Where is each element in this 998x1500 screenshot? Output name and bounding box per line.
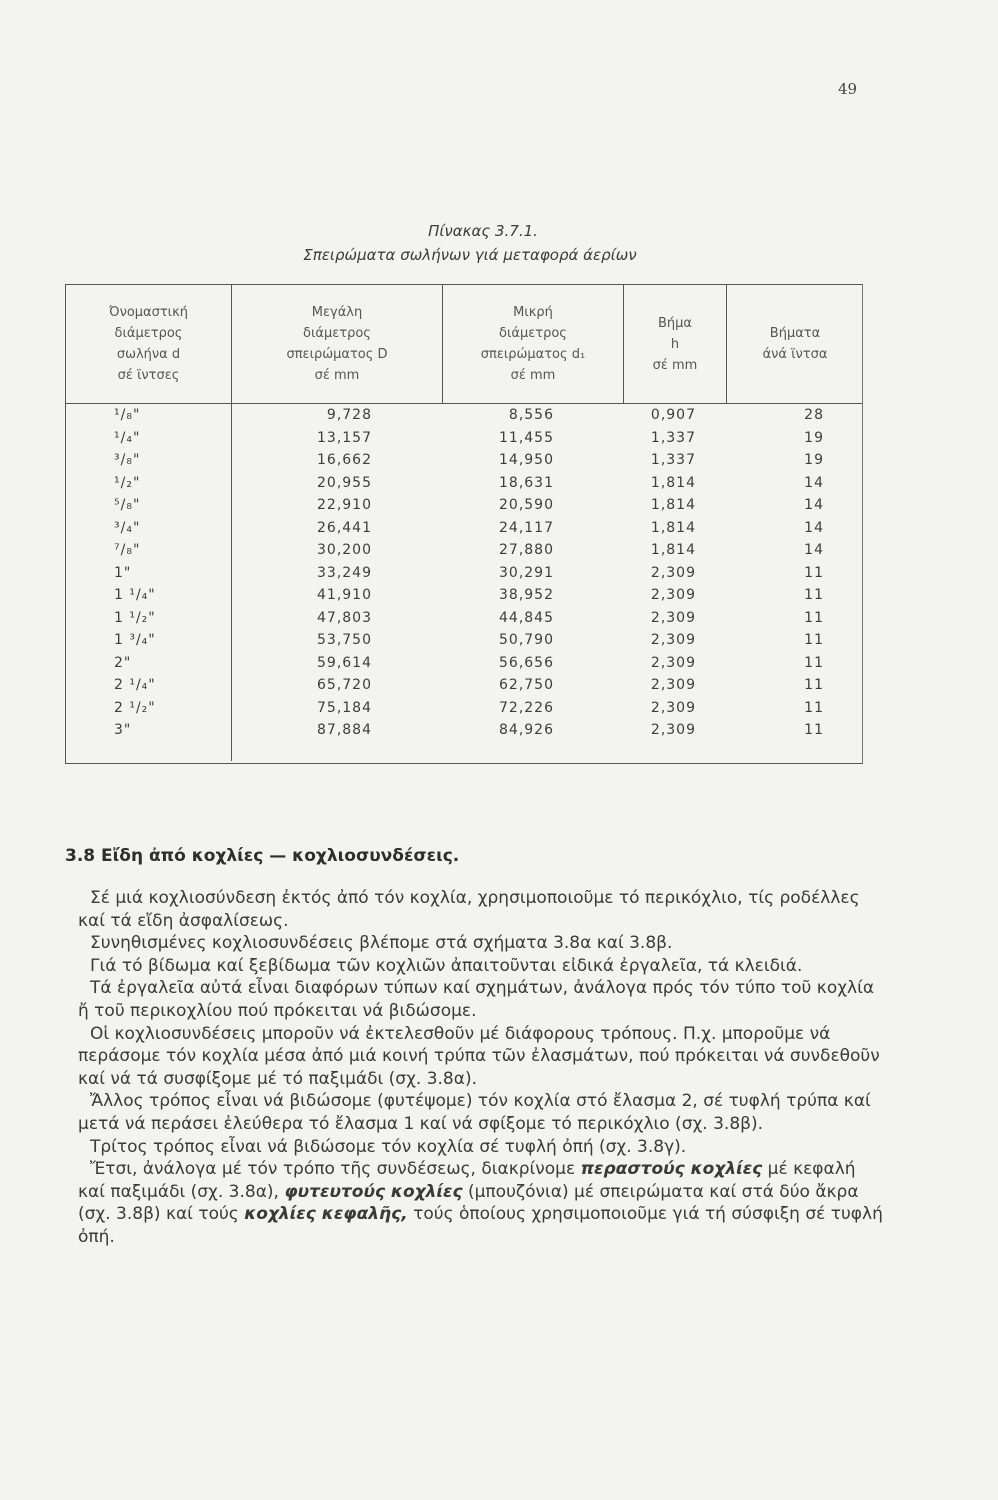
threads-per-inch-cell: 14 [804, 497, 824, 513]
table-row [66, 475, 862, 497]
minor-diameter-cell: 44,845 [499, 609, 554, 626]
pitch-cell: 1,337 [650, 452, 696, 468]
nominal-size-cell: ¹/₈" [114, 407, 141, 423]
minor-diameter-cell: 27,880 [499, 542, 554, 558]
term-through-bolts: περαστούς κοχλίες [580, 1159, 763, 1180]
nominal-size-cell: ⁷/₈" [114, 542, 141, 558]
major-diameter-cell: 41,910 [317, 587, 372, 603]
nominal-size-cell: 1 ¹/₂" [114, 609, 156, 626]
threads-per-inch-cell: 11 [804, 564, 824, 581]
table-row [66, 520, 862, 542]
threads-per-inch-cell: 19 [804, 452, 824, 468]
pitch-cell: 2,309 [650, 654, 696, 671]
minor-diameter-cell: 50,790 [499, 632, 554, 648]
paragraph: Ἄλλος τρόπος εἶναι νά βιδώσομε (φυτέψομε) τόν κοχλία στό ἔλασμα 2, σέ τυφλή τρύπα καί μετά νά περάσει ἐλεύθερα τό ἔλασμα 1 καί νά σφίξομε τό περικόχλιο (σχ. 3.8β). [78, 1091, 871, 1134]
table-header-row [66, 285, 862, 404]
pitch-cell: 1,337 [650, 429, 696, 446]
table-row [66, 700, 862, 722]
major-diameter-cell: 13,157 [317, 429, 372, 446]
table-caption-number: Πίνακας 3.7.1. [428, 222, 538, 240]
page-number: 49 [838, 80, 858, 98]
major-diameter-cell: 9,728 [326, 407, 372, 423]
paragraph: Τρίτος τρόπος εἶναι νά βιδώσομε τόν κοχλία σέ τυφλή ὀπή (σχ. 3.8γ). [90, 1136, 687, 1157]
section-heading: 3.8 Εἴδη ἀπό κοχλίες — κοχλιοσυνδέσεις. [65, 846, 460, 866]
threads-per-inch-cell: 11 [804, 654, 824, 671]
table-caption [260, 222, 680, 264]
nominal-size-cell: ⁵/₈" [114, 497, 141, 513]
column-divider [726, 285, 727, 403]
pitch-cell: 2,309 [650, 699, 696, 716]
minor-diameter-cell: 20,590 [499, 497, 554, 513]
nominal-size-cell: 2" [114, 654, 132, 671]
nominal-size-cell: 2 ¹/₄" [114, 677, 156, 693]
nominal-size-cell: 1 ³/₄" [114, 632, 156, 648]
minor-diameter-cell: 14,950 [499, 452, 554, 468]
threads-per-inch-cell: 19 [804, 429, 824, 446]
header-nominal-diameter: Όνομαστική διάμετρος σωλήνα d σέ ϊντσες [109, 305, 188, 383]
term-stud-bolts: φυτευτούς κοχλίες [284, 1181, 463, 1202]
nominal-size-cell: ¹/₂" [114, 474, 141, 491]
nominal-size-cell: ³/₄" [114, 519, 141, 536]
minor-diameter-cell: 84,926 [499, 722, 554, 738]
threads-per-inch-cell: 28 [804, 407, 824, 423]
pitch-cell: 2,309 [650, 587, 696, 603]
minor-diameter-cell: 62,750 [499, 677, 554, 693]
paragraph-bolt-types: Ἔτσι, ἀνάλογα μέ τόν τρόπο τῆς συνδέσεως, διακρίνομε περαστούς κοχλίες μέ κεφαλή καί παξιμάδι (σχ. 3.8α), φυτευτούς κοχλίες (μπουζόνια) μέ σπειρώματα καί στά δύο ἄκρα (σχ. 3.8β) καί τούς κοχλίες κεφαλῆς, τούς ὁποίους χρησιμοποιοῦμε γιά τή σύσφιξη σέ τυφλή ὀπή. [78, 1159, 883, 1247]
table-row [66, 407, 862, 429]
pitch-cell: 0,907 [650, 407, 696, 423]
nominal-size-cell: 1 ¹/₄" [114, 587, 156, 603]
pitch-cell: 1,814 [650, 474, 696, 491]
paragraph: Γιά τό βίδωμα καί ξεβίδωμα τῶν κοχλιῶν ἀπαιτοῦνται εἰδικά ἐργαλεῖα, τά κλειδιά. [90, 955, 803, 976]
pitch-cell: 1,814 [650, 542, 696, 558]
major-diameter-cell: 47,803 [317, 609, 372, 626]
major-diameter-cell: 26,441 [317, 519, 372, 536]
major-diameter-cell: 20,955 [317, 474, 372, 491]
threads-per-inch-cell: 14 [804, 542, 824, 558]
major-diameter-cell: 22,910 [317, 497, 372, 513]
minor-diameter-cell: 30,291 [499, 564, 554, 581]
header-minor-diameter: Μικρή διάμετρος σπειρώματος d₁ σέ mm [480, 305, 586, 383]
thread-table [65, 284, 863, 764]
table-row [66, 430, 862, 452]
pitch-cell: 2,309 [650, 564, 696, 581]
term-cap-screws: κοχλίες κεφαλῆς, [244, 1204, 408, 1225]
threads-per-inch-cell: 14 [804, 519, 824, 536]
pitch-cell: 2,309 [650, 632, 696, 648]
threads-per-inch-cell: 11 [804, 609, 824, 626]
nominal-size-cell: 2 ¹/₂" [114, 699, 156, 716]
threads-per-inch-cell: 11 [804, 699, 824, 716]
minor-diameter-cell: 11,455 [499, 429, 554, 446]
column-divider [442, 285, 443, 403]
paragraph: Συνηθισμένες κοχλιοσυνδέσεις βλέπομε στά σχήματα 3.8α καί 3.8β. [90, 933, 673, 954]
table-row [66, 542, 862, 564]
threads-per-inch-cell: 11 [804, 677, 824, 693]
minor-diameter-cell: 38,952 [499, 587, 554, 603]
pitch-cell: 2,309 [650, 677, 696, 693]
major-diameter-cell: 33,249 [317, 564, 372, 581]
table-row [66, 722, 862, 744]
paragraph: Οἱ κοχλιοσυνδέσεις μποροῦν νά ἐκτελεσθοῦν μέ διάφορους τρόπους. Π.χ. μποροῦμε νά περάσομε τόν κοχλία μέσα ἀπό μιά κοινή τρύπα τῶν ἐλασμάτων, πού πρόκειται νά συνδεθοῦν καί νά τά συσφίξομε μέ τό παξιμάδι (σχ. 3.8α). [78, 1023, 880, 1089]
major-diameter-cell: 16,662 [317, 452, 372, 468]
paragraph: Τά ἐργαλεῖα αὐτά εἶναι διαφόρων τύπων καί σχημάτων, ἀνάλογα πρός τόν τύπο τοῦ κοχλία ἤ τοῦ περικοχλίου πού πρόκειται νά βιδώσομε. [78, 978, 875, 1021]
nominal-size-cell: 3" [114, 722, 132, 738]
header-major-diameter: Μεγάλη διάμετρος σπειρώματος D σέ mm [286, 305, 388, 383]
minor-diameter-cell: 72,226 [499, 699, 554, 716]
pitch-cell: 2,309 [650, 609, 696, 626]
nominal-size-cell: 1" [114, 564, 132, 581]
table-row [66, 587, 862, 609]
major-diameter-cell: 30,200 [317, 542, 372, 558]
minor-diameter-cell: 24,117 [499, 519, 554, 536]
threads-per-inch-cell: 11 [804, 722, 824, 738]
body-text [78, 887, 883, 1249]
major-diameter-cell: 59,614 [317, 654, 372, 671]
pitch-cell: 2,309 [650, 722, 696, 738]
minor-diameter-cell: 56,656 [499, 654, 554, 671]
table-row [66, 677, 862, 699]
threads-per-inch-cell: 14 [804, 474, 824, 491]
header-pitch: Βήμα h σέ mm [652, 315, 698, 373]
nominal-size-cell: ¹/₄" [114, 429, 141, 446]
threads-per-inch-cell: 11 [804, 587, 824, 603]
table-row [66, 452, 862, 474]
column-divider [623, 285, 624, 403]
threads-per-inch-cell: 11 [804, 632, 824, 648]
header-threads-per-inch: Βήματα άνά ϊντσα [762, 326, 828, 362]
pitch-cell: 1,814 [650, 497, 696, 513]
table-row [66, 497, 862, 519]
major-diameter-cell: 53,750 [317, 632, 372, 648]
paragraph: Σέ μιά κοχλιοσύνδεση ἐκτός ἀπό τόν κοχλία, χρησιμοποιοῦμε τό περικόχλιο, τίς ροδέλλες καί τά εἴδη ἀσφαλίσεως. [78, 888, 860, 931]
major-diameter-cell: 75,184 [317, 699, 372, 716]
minor-diameter-cell: 18,631 [499, 474, 554, 491]
table-row [66, 610, 862, 632]
nominal-size-cell: ³/₈" [114, 452, 141, 468]
table-row [66, 655, 862, 677]
pitch-cell: 1,814 [650, 519, 696, 536]
table-caption-title: Σπειρώματα σωλήνων γιά μεταφορά άερίων [303, 246, 637, 264]
table-row [66, 632, 862, 654]
minor-diameter-cell: 8,556 [508, 407, 554, 423]
major-diameter-cell: 65,720 [317, 677, 372, 693]
major-diameter-cell: 87,884 [317, 722, 372, 738]
table-row [66, 565, 862, 587]
